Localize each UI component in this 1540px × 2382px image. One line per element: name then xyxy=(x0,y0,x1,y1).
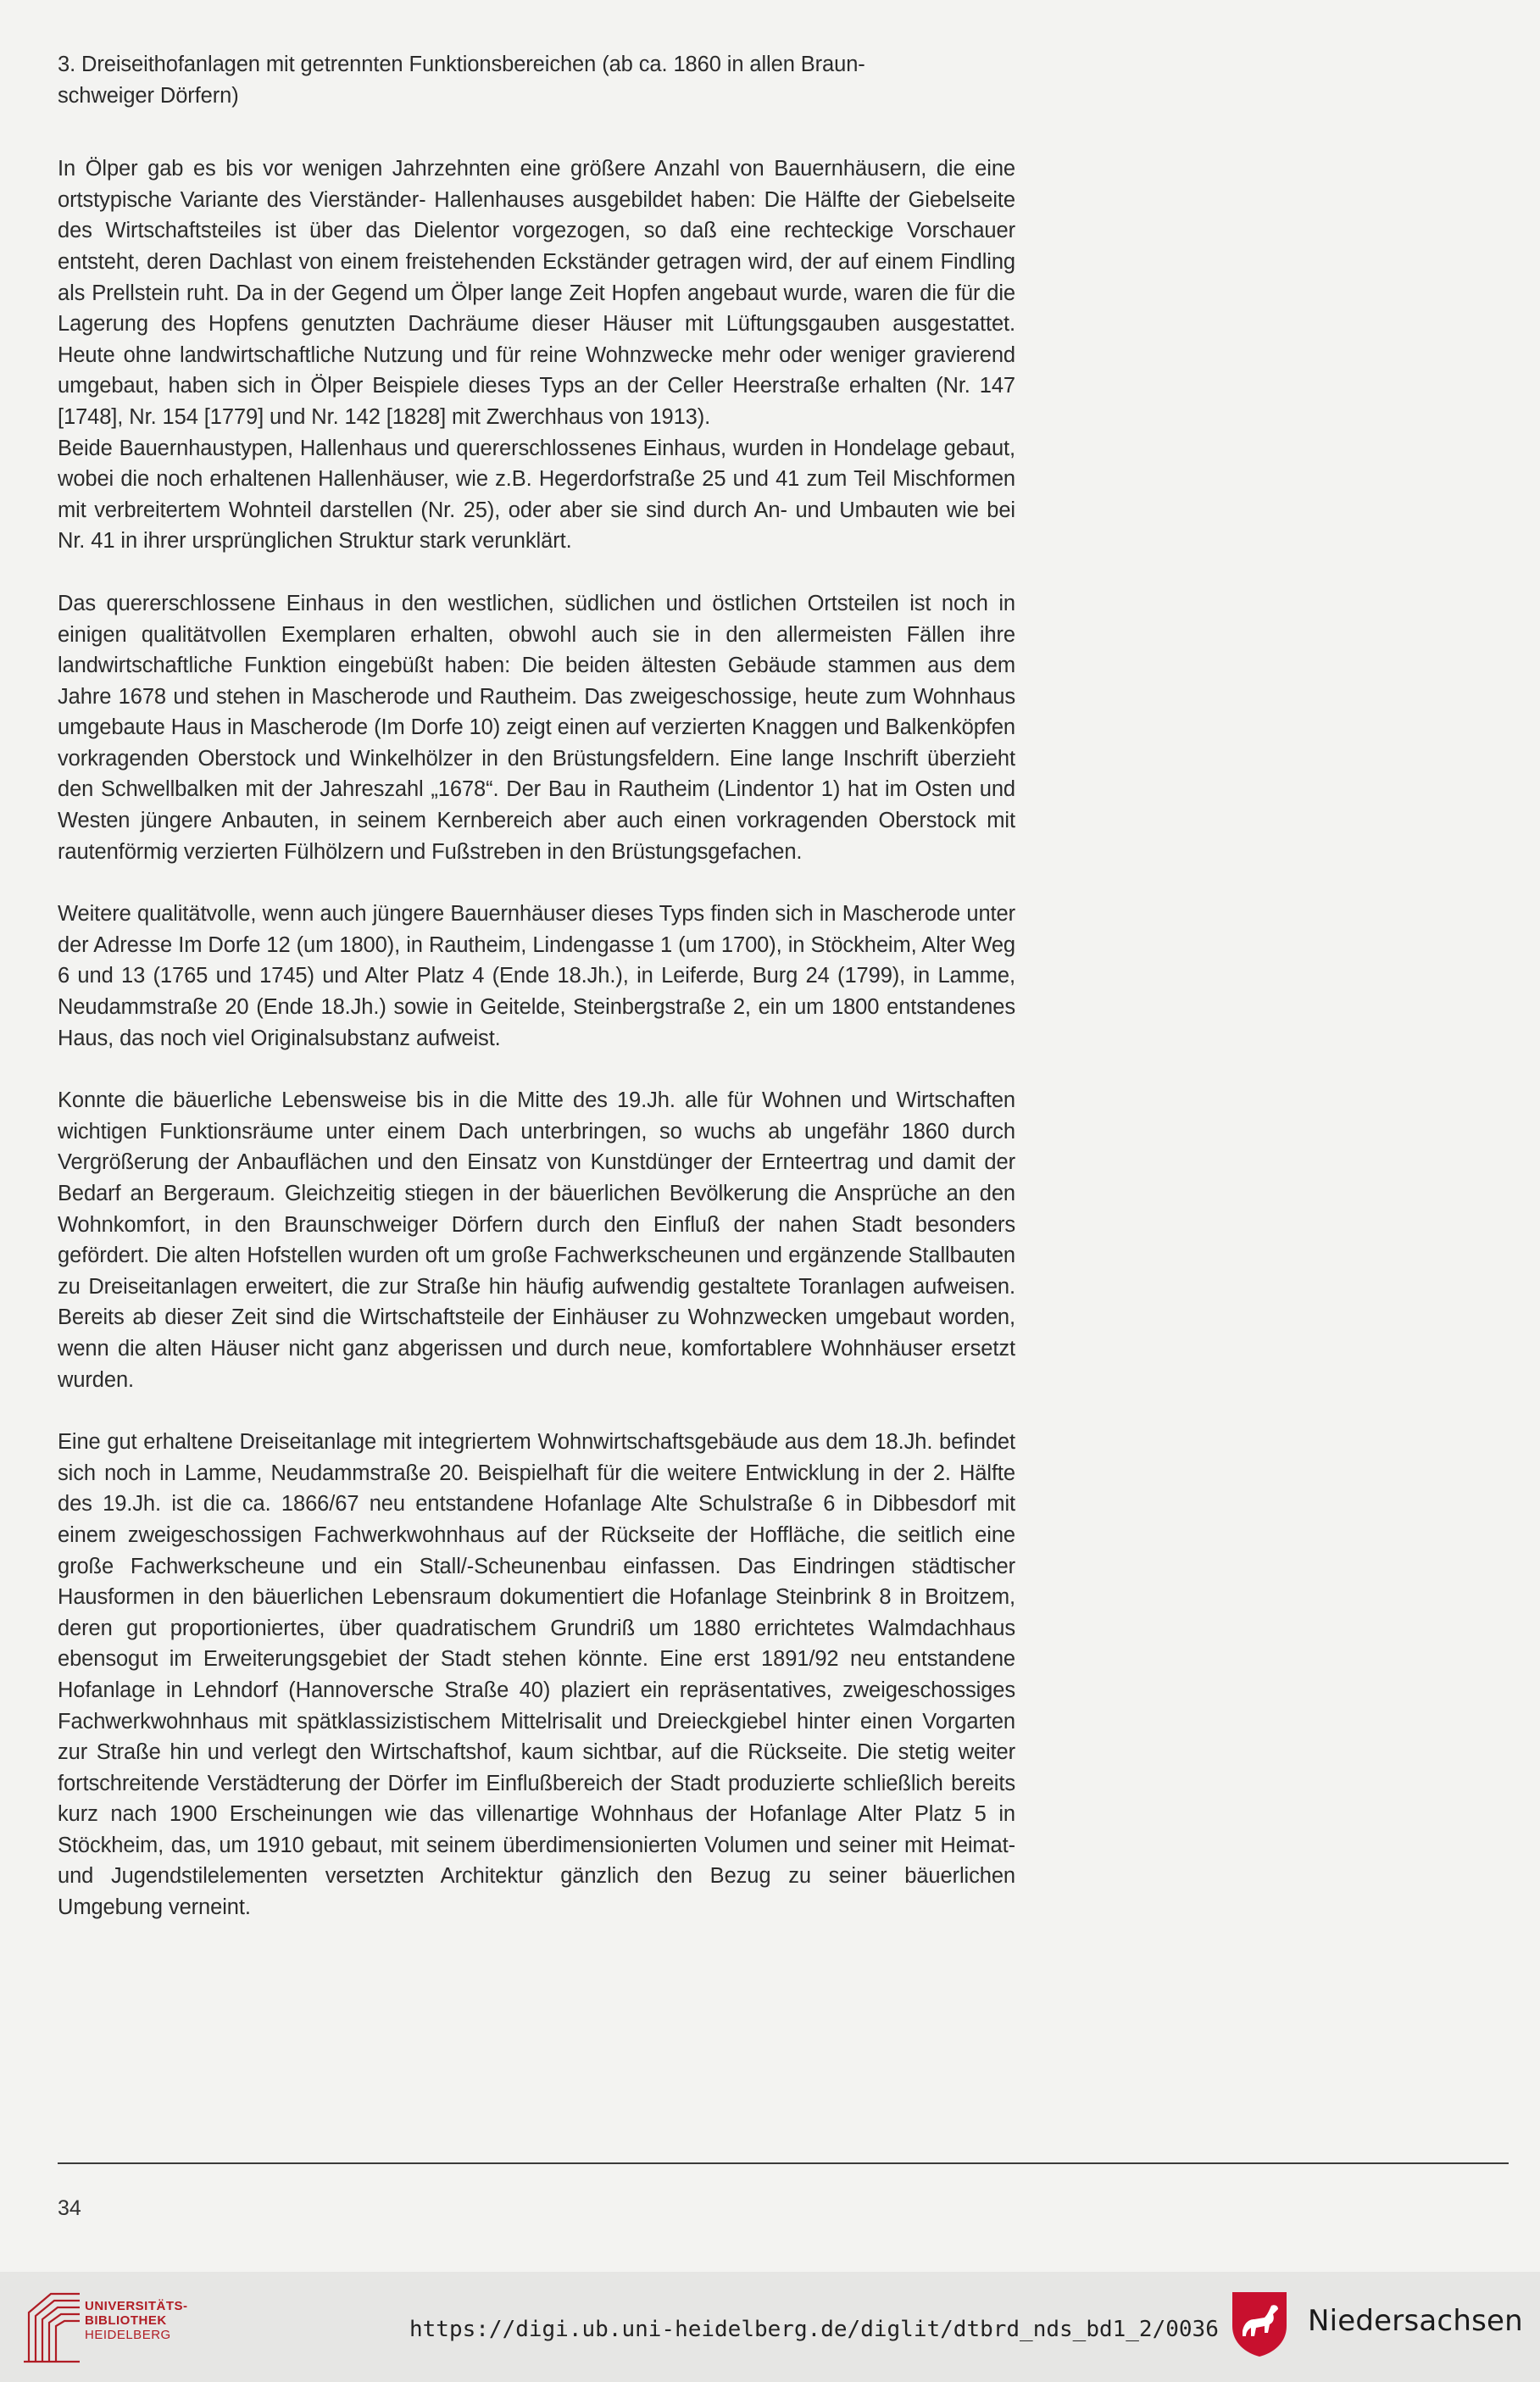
niedersachsen-horse-crest-icon[interactable] xyxy=(1229,2289,1290,2358)
paragraph-6: Eine gut erhaltene Dreiseitanlage mit integriertem Wohnwirtschaftsgebäude aus dem 18.Jh. befindet sich noch in Lamme, Neudammstraße 20. Beispielhaft für die weitere Entwicklung in der 2. Hälfte des 19.Jh. ist die ca. 1866/67 neu entstandene Hofanlage Alte Schulstraße 6 in Dibbesdorf mit einem zweigeschossigen Fachwerkwohnhaus auf der Rückseite der Hoffläche, die seitlich eine große Fachwerkscheune und ein Stall/-Scheunenbau einfassen. Das Eindringen städtischer Hausformen in den bäuerlichen Lebensraum dokumentiert die Hofanlage Steinbrink 8 in Broitzem, deren gut proportioniertes, über quadratischem Grundriß um 1880 errichtetes Walmdachhaus ebensogut im Erweiterungsgebiet der Stadt stehen könnte. Eine erst 1891/92 neu entstandene Hofanlage in Lehndorf (Hannoversche Straße 40) plaziert ein repräsentatives, zweigeschossiges Fachwerkwohnhaus mit spätklassizistischem Mittelrisalit und Dreieckgiebel hinter einen Vorgarten zur Straße hin und verlegt den Wirtschaftshof, kaum sichtbar, auf die Rückseite. Die stetig weiter fortschreitende Verstädterung der Dörfer im Einflußbereich der Stadt produzierte schließlich bereits kurz nach 1900 Erscheinungen wie das villenartige Wohnhaus der Hofanlage Alter Platz 5 in Stöckheim, das, um 1910 gebaut, mit seinem überdimensionierten Volumen und seiner mit Heimat- und Jugendstilelementen versetzten Architektur gänzlich den Bezug zu seiner bäuerlichen Umgebung verneint. xyxy=(58,1430,1015,1920)
paragraph-1: In Ölper gab es bis vor wenigen Jahrzehnten eine größere Anzahl von Bauernhäusern, die eine ortstypische Variante des Vierständer- Hallenhauses ausgebildet haben: Die Hälfte der Giebelseite des Wirtschaftsteiles ist über das Dielentor vorgezogen, so daß eine rechteckige Vorschauer entsteht, deren Dachlast von einem freistehenden Eckständer getragen wird, der auf einem Findling als Prellstein ruht. Da in der Gegend um Ölper lange Zeit Hopfen angebaut wurde, waren die für die Lagerung des Hopfens genutzten Dachräume dieser Häuser mit Lüftungsgauben ausgestattet. Heute ohne landwirtschaftliche Nutzung und für reine Wohnzwecke mehr oder weniger gravierend umgebaut, haben sich in Ölper Beispiele dieses Typs an der Celler Heerstraße erhalten (Nr. 147 [1748], Nr. 154 [1779] und Nr. 142 [1828] mit Zwerchhaus von 1913). xyxy=(58,157,1015,429)
library-line-3: HEIDELBERG xyxy=(85,2328,171,2342)
paragraph-4: Weitere qualitätvolle, wenn auch jüngere Bauernhäuser dieses Typs finden sich in Mascherode unter der Adresse Im Dorfe 12 (um 1800), in Rautheim, Lindengasse 1 (um 1700), in Stöckheim, Alter Weg 6 und 13 (1765 und 1745) und Alter Platz 4 (Ende 18.Jh.), in Leiferde, Burg 24 (1799), in Lamme, Neudammstraße 20 (Ende 18.Jh.) sowie in Geitelde, Steinbergstraße 2, ein um 1800 entstandenes Haus, das noch viel Originalsubstanz aufweist. xyxy=(58,902,1015,1050)
page-number: 34 xyxy=(58,2196,81,2220)
section-heading-line-2: schweiger Dörfern) xyxy=(58,83,239,108)
paragraph-5: Konnte die bäuerliche Lebensweise bis in die Mitte des 19.Jh. alle für Wohnen und Wirtschaften wichtigen Funktionsräume unter einem Dach unterbringen, so wuchs ab ungefähr 1860 durch Vergrößerung der Anbauflächen und den Einsatz von Kunstdünger der Ernteertrag und damit der Bedarf an Bergeraum. Gleichzeitig stiegen in der bäuerlichen Bevölkerung die Ansprüche an den Wohnkomfort, in den Braunschweiger Dörfern durch den Einfluß der nahen Stadt besonders gefördert. Die alten Hofstellen wurden oft um große Fachwerkscheunen und ergänzende Stallbauten zu Dreiseitanlagen erweitert, die zur Straße hin häufig aufwendig gestaltete Toranlagen aufweisen. Bereits ab dieser Zeit sind die Wirtschaftsteile der Einhäuser zu Wohnzwecken umgebaut worden, wenn die alten Häuser nicht ganz abgerissen und durch neue, komfortablere Wohnhäuser ersetzt wurden. xyxy=(58,1088,1015,1392)
library-line-2: BIBLIOTHEK xyxy=(85,2313,167,2328)
section-heading-line-1: 3. Dreiseithofanlagen mit getrennten Funktionsbereichen (ab ca. 1860 in allen Braun- xyxy=(58,53,865,76)
paragraph-3: Das quererschlossene Einhaus in den westlichen, südlichen und östlichen Ortsteilen ist noch in einigen qualitätvollen Exemplaren erhalten, obwohl auch sie in den allermeisten Fällen ihre landwirtschaftliche Funktion eingebüßt haben: Die beiden ältesten Gebäude stammen aus dem Jahre 1678 und stehen in Mascherode und Rautheim. Das zweigeschossige, heute zum Wohnhaus umgebaute Haus in Mascherode (Im Dorfe 10) zeigt einen auf verzierten Knaggen und Balkenköpfen vorkragenden Oberstock und Winkelhölzer in den Brüstungsfeldern. Eine lange Inschrift überzieht den Schwellbalken mit der Jahreszahl „1678“. Der Bau in Rautheim (Lindentor 1) hat im Osten und Westen jüngere Anbauten, in seinem Kernbereich aber auch einen vorkragenden Oberstock mit rautenförmig verzierten Fülhölzern und Fußstreben in den Brüstungsgefachen. xyxy=(58,591,1015,864)
permalink-url[interactable]: https://digi.ub.uni-heidelberg.de/diglit/dtbrd_nds_bd1_2/0036 xyxy=(409,2317,1219,2342)
footer-divider xyxy=(58,2162,1509,2164)
section-heading xyxy=(58,49,1015,111)
paragraph-2: Beide Bauernhaustypen, Hallenhaus und quererschlossenes Einhaus, wurden in Hondelage gebaut, wobei die noch erhaltenen Hallenhäuser, wie z.B. Hegerdorfstraße 25 und 41 zum Teil Mischformen mit verbreitertem Wohnteil darstellen (Nr. 25), oder aber sie sind durch An- und Umbauten wie bei Nr. 41 in ihrer ursprünglichen Struktur stark verunklärt. xyxy=(58,436,1015,554)
library-line-1: UNIVERSITÄTS- xyxy=(85,2299,188,2313)
niedersachsen-label: Niedersachsen xyxy=(1308,2304,1523,2338)
page-content xyxy=(58,49,1015,1955)
university-library-name xyxy=(85,2299,188,2342)
